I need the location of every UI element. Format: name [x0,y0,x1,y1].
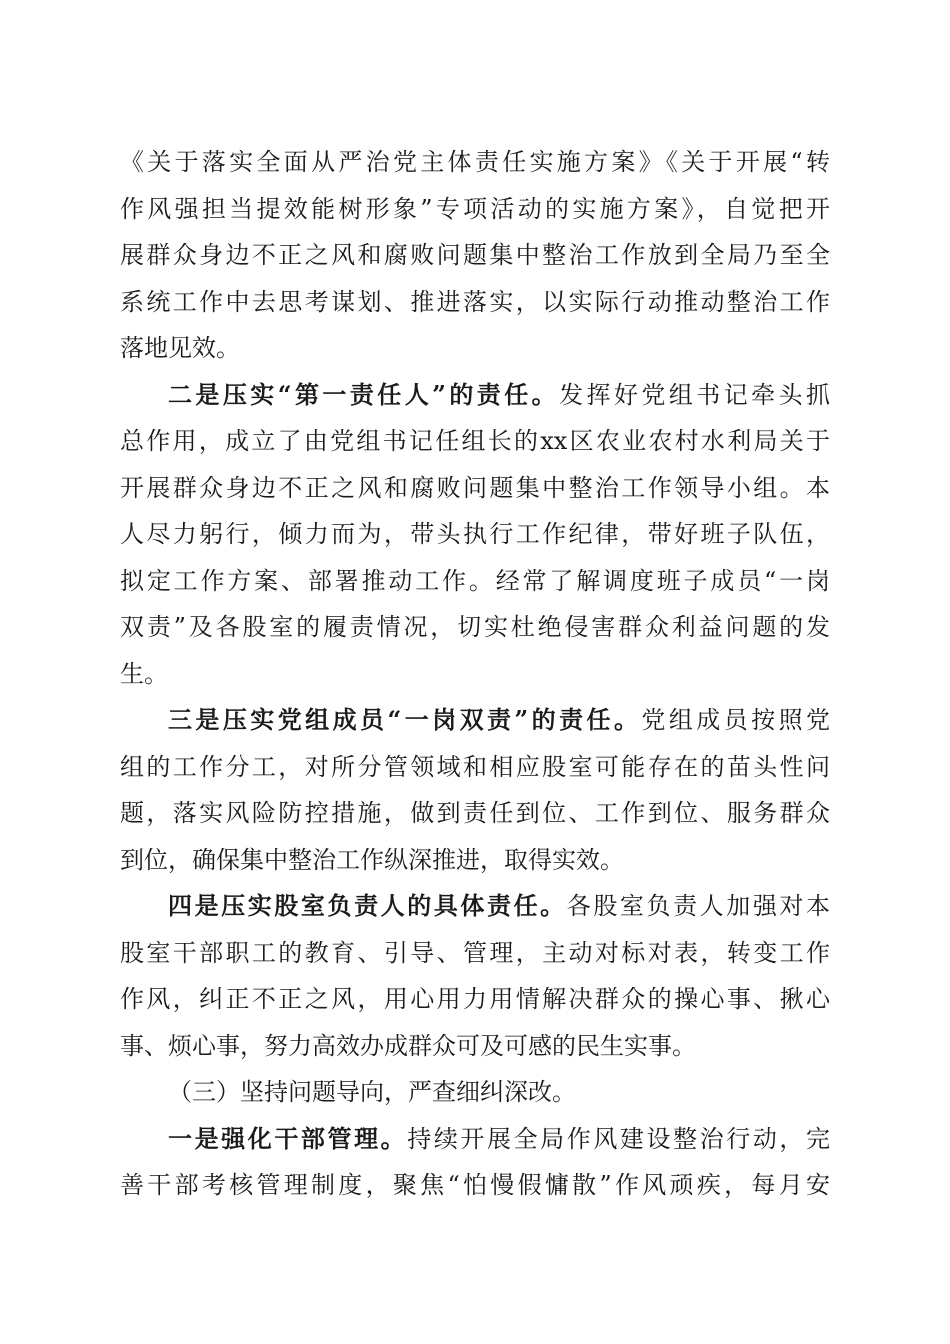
text-line: 作风强担当提效能树形象”专项活动的实施方案》，自觉把开 [120,194,830,223]
text-line: 事、烦心事，努力高效办成群众可及可感的民生实事。 [120,1031,696,1060]
text-line: 双责”及各股室的履责情况，切实杜绝侵害群众利益问题的发 [120,613,830,641]
text-line: 人尽力躬行，倾力而为，带头执行工作纪律，带好班子队伍， [120,520,830,548]
text-line: 落地见效。 [120,334,240,362]
text-line [120,883,830,930]
text-line [120,697,830,744]
paragraph-heading: 二是压实“第一责任人”的责任。 [168,379,560,409]
text-line [120,1116,830,1163]
text-line: 生。 [120,659,168,688]
paragraph-cadre-management [120,1116,830,1209]
paragraph-heading: 三是压实党组成员“一岗双责”的责任。 [168,705,642,734]
text-line [120,372,830,419]
paragraph-intro [120,139,830,372]
text-line: 善干部考核管理制度，聚焦“怕慢假慵散”作风顽疾，每月安 [120,1171,830,1199]
text-line: 《关于落实全面从严治党主体责任实施方案》《关于开展“转 [120,148,830,176]
text-line: 系统工作中去思考谋划、推进落实，以实际行动推动整治工作 [120,287,830,316]
paragraph-text: 党组成员按照党 [641,706,830,734]
paragraph-text: 各股室负责人加强对本 [566,892,830,920]
paragraph-heading: 四是压实股室负责人的具体责任。 [168,891,567,920]
text-line: 开展群众身边不正之风和腐败问题集中整治工作领导小组。本 [120,473,830,502]
text-line: 组的工作分工，对所分管领域和相应股室可能存在的苗头性问 [120,752,830,781]
paragraph-heading: 一是强化干部管理。 [168,1123,408,1153]
paragraph-first-responsible-person [120,372,830,698]
paragraph-party-members-duties [120,697,830,883]
text-line: 总作用，成立了由党组书记任组长的xx区农业农村水利局关于 [120,427,830,455]
paragraph-section-heads-duties [120,883,830,1069]
text-line: 拟定工作方案、部署推动工作。经常了解调度班子成员“一岗 [120,566,830,595]
text-line: 股室干部职工的教育、引导、管理，主动对标对表，转变工作 [120,938,830,967]
text-line: 题，落实风险防控措施，做到责任到位、工作到位、服务群众 [120,799,830,827]
text-line: 到位，确保集中整治工作纵深推进，取得实效。 [120,845,624,874]
text-line: 展群众身边不正之风和腐败问题集中整治工作放到全局乃至全 [120,241,830,269]
section-heading: （三）坚持问题导向，严查细纠深改。 [168,1078,576,1106]
document-body [120,139,830,1209]
text-line: 作风，纠正不正之风，用心用力用情解决群众的操心事、揪心 [120,985,830,1013]
paragraph-text: 发挥好党组书记牵头抓 [559,380,830,409]
paragraph-text: 持续开展全局作风建设整治行动，完 [407,1124,830,1153]
